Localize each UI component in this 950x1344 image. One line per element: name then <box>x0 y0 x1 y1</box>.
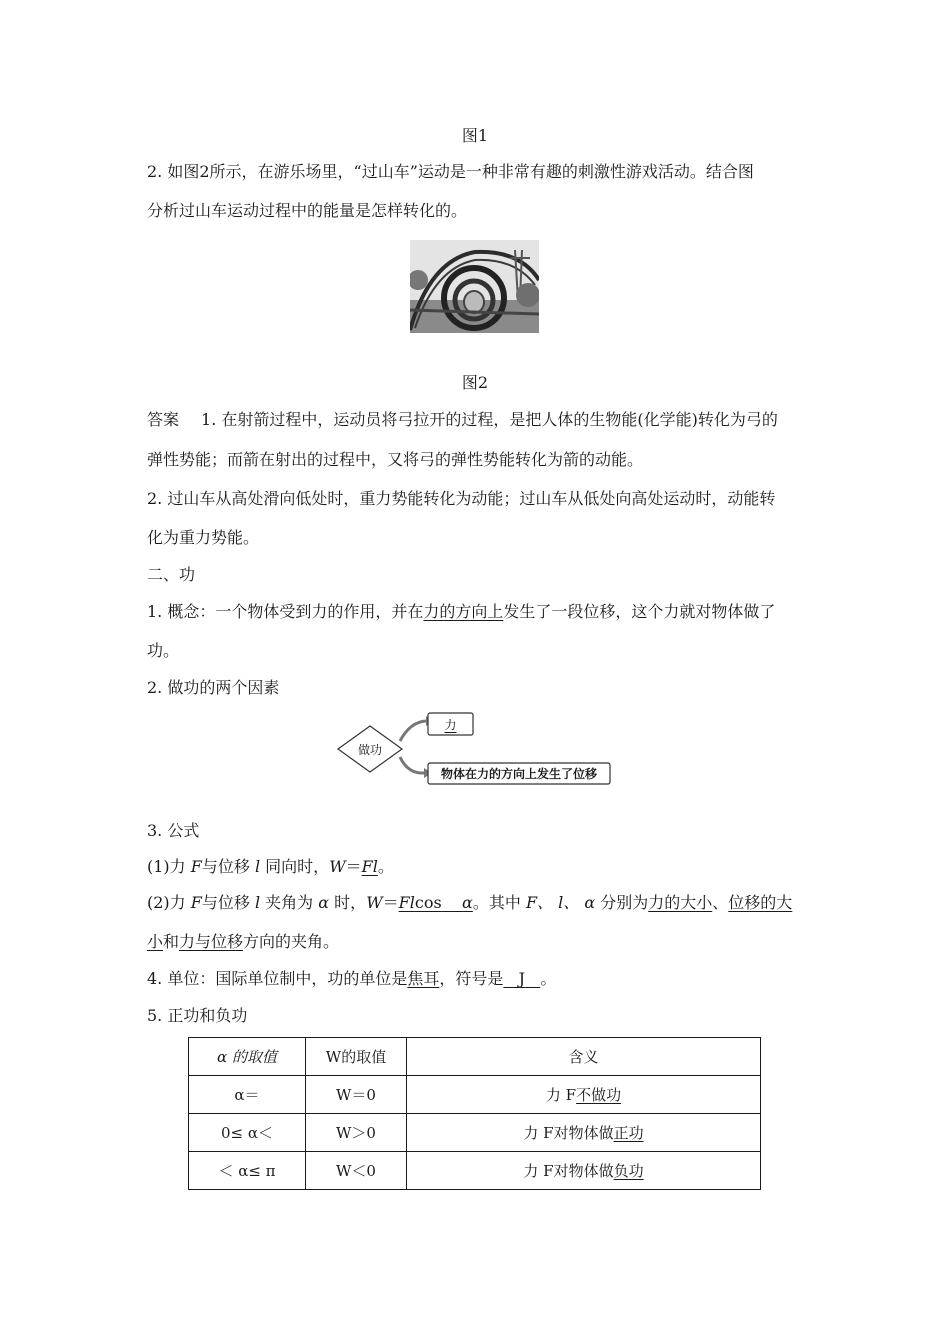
question-2-line-1: 2. 如图2所示，在游乐场里，“过山车”运动是一种非常有趣的刺激性游戏活动。结合图 <box>147 162 754 181</box>
f2-mid3: 时， <box>329 893 367 912</box>
f2-mid2: 夹角为 <box>260 893 319 912</box>
unit-blank: 焦耳 <box>407 969 440 988</box>
concept-blank: 力的方向上 <box>423 602 504 621</box>
f1-W: W <box>329 857 346 876</box>
answer-line-3: 2. 过山车从高处滑向低处时，重力势能转化为动能；过山车从低处向高处运动时，动能转 <box>147 489 776 508</box>
cell-meaning <box>407 1114 761 1152</box>
f2-line2-and: 和 <box>163 932 180 951</box>
cell-alpha <box>189 1152 306 1190</box>
answer-line-1 <box>147 412 778 428</box>
f1-blank: Fl <box>361 857 378 876</box>
f2-line2-blank: 小 <box>147 932 164 951</box>
f2-pre: (2)力 <box>147 893 191 912</box>
cell-alpha-text: ＜ α≤ π <box>218 1162 276 1180</box>
cell-w <box>306 1114 407 1152</box>
work-sign-table <box>188 1037 761 1190</box>
cell-alpha <box>189 1076 306 1114</box>
figure-1-caption: 图1 <box>461 126 489 145</box>
unit-symbol: J <box>518 969 526 988</box>
f1-eq: ＝ <box>345 857 362 876</box>
formula-2-line-1 <box>147 895 792 911</box>
cell-w-text: W＞0 <box>336 1124 376 1142</box>
header-meaning <box>407 1038 761 1076</box>
f1-pre: (1)力 <box>147 857 191 876</box>
header-alpha-text: α 的取值 <box>217 1048 277 1066</box>
f2-eq: ＝ <box>382 893 399 912</box>
factors-title: 2. 做功的两个因素 <box>147 678 280 697</box>
f1-F: F <box>190 857 202 876</box>
cell-w-text: W＝0 <box>336 1086 376 1104</box>
cell-meaning-pre: 力 F对物体做 <box>523 1124 614 1142</box>
f2-mid4: 。其中 <box>472 893 526 912</box>
concept-line-2: 功。 <box>147 641 180 660</box>
answer-line-4: 化为重力势能。 <box>147 528 260 547</box>
f2-sep: 、 <box>712 893 729 912</box>
header-w-text: W的取值 <box>325 1048 387 1066</box>
answer-label: 答案 <box>147 410 180 429</box>
formula-1 <box>147 859 394 875</box>
table-row <box>189 1076 761 1114</box>
cell-w <box>306 1076 407 1114</box>
f2-alpha: α <box>318 893 330 912</box>
concept-text-post: 发生了一段位移，这个力就对物体做了 <box>503 602 776 621</box>
f2-blank-Fl: Fl <box>398 893 415 912</box>
question-2-line-2: 分析过山车运动过程中的能量是怎样转化的。 <box>147 201 468 220</box>
f2-line2-end: 方向的夹角。 <box>243 932 340 951</box>
cell-meaning-blank: 不做功 <box>576 1086 622 1104</box>
f2-mid5: 分别为 <box>595 893 649 912</box>
cell-alpha-text: 0≤ α＜ <box>220 1124 273 1142</box>
section-heading: 二、功 <box>147 565 196 584</box>
cell-alpha-text: α＝ <box>234 1086 260 1104</box>
cell-w <box>306 1152 407 1190</box>
roller-coaster-photo <box>410 240 539 333</box>
formula-2-line-2 <box>147 934 339 950</box>
cell-alpha <box>189 1114 306 1152</box>
f2-l: l <box>254 893 261 912</box>
f2-F: F <box>190 893 202 912</box>
unit-end: 。 <box>540 969 557 988</box>
header-meaning-text: 含义 <box>568 1048 599 1066</box>
cell-w-text: W＜0 <box>336 1162 376 1180</box>
f2-blank-cos: cos <box>414 893 442 912</box>
table-row <box>189 1114 761 1152</box>
figure-2-caption: 图2 <box>461 373 489 392</box>
f2-blank-displacement-magnitude: 位移的大 <box>728 893 793 912</box>
arrow-up <box>400 721 426 741</box>
f2-blank-alpha: α <box>462 893 473 912</box>
unit-line <box>147 971 556 987</box>
answer-text-1: 1. 在射箭过程中，运动员将弓拉开的过程，是把人体的生物能(化学能)转化为弓的 <box>201 410 778 429</box>
f2-mid: 与位移 <box>201 893 255 912</box>
header-w <box>306 1038 407 1076</box>
f2-W: W <box>366 893 383 912</box>
f1-end: 。 <box>377 857 394 876</box>
header-alpha <box>189 1038 306 1076</box>
f1-mid: 与位移 <box>201 857 255 876</box>
work-factors-diagram <box>330 706 620 786</box>
diagram-top-text: 力 <box>444 718 457 732</box>
cell-meaning-pre: 力 F <box>545 1086 577 1104</box>
diagram-bottom-text: 物体在力的方向上发生了位移 <box>440 767 597 781</box>
f2-blank-force-magnitude: 力的大小 <box>648 893 713 912</box>
concept-text-pre: 1. 概念：一个物体受到力的作用，并在 <box>147 602 424 621</box>
f1-mid2: 同向时， <box>260 857 330 876</box>
diagram-center-text: 做功 <box>357 743 382 757</box>
concept-line-1 <box>147 604 775 620</box>
table-header-row <box>189 1038 761 1076</box>
cell-meaning <box>407 1152 761 1190</box>
cell-meaning <box>407 1076 761 1114</box>
unit-pre: 4. 单位：国际单位制中，功的单位是 <box>147 969 408 988</box>
f1-l: l <box>254 857 261 876</box>
f2-line2-blank2: 力与位移 <box>179 932 244 951</box>
table-row <box>189 1152 761 1190</box>
cell-meaning-blank: 负功 <box>613 1162 644 1180</box>
arrow-down <box>400 757 424 773</box>
cell-meaning-pre: 力 F对物体做 <box>523 1162 614 1180</box>
f2-vars: F、 l、 α <box>525 893 596 912</box>
answer-line-2: 弹性势能；而箭在射出的过程中，又将弓的弹性势能转化为箭的动能。 <box>147 450 644 469</box>
unit-mid: ，符号是 <box>439 969 504 988</box>
formula-title: 3. 公式 <box>147 821 200 840</box>
table-title: 5. 正功和负功 <box>147 1006 248 1025</box>
cell-meaning-blank: 正功 <box>613 1124 644 1142</box>
